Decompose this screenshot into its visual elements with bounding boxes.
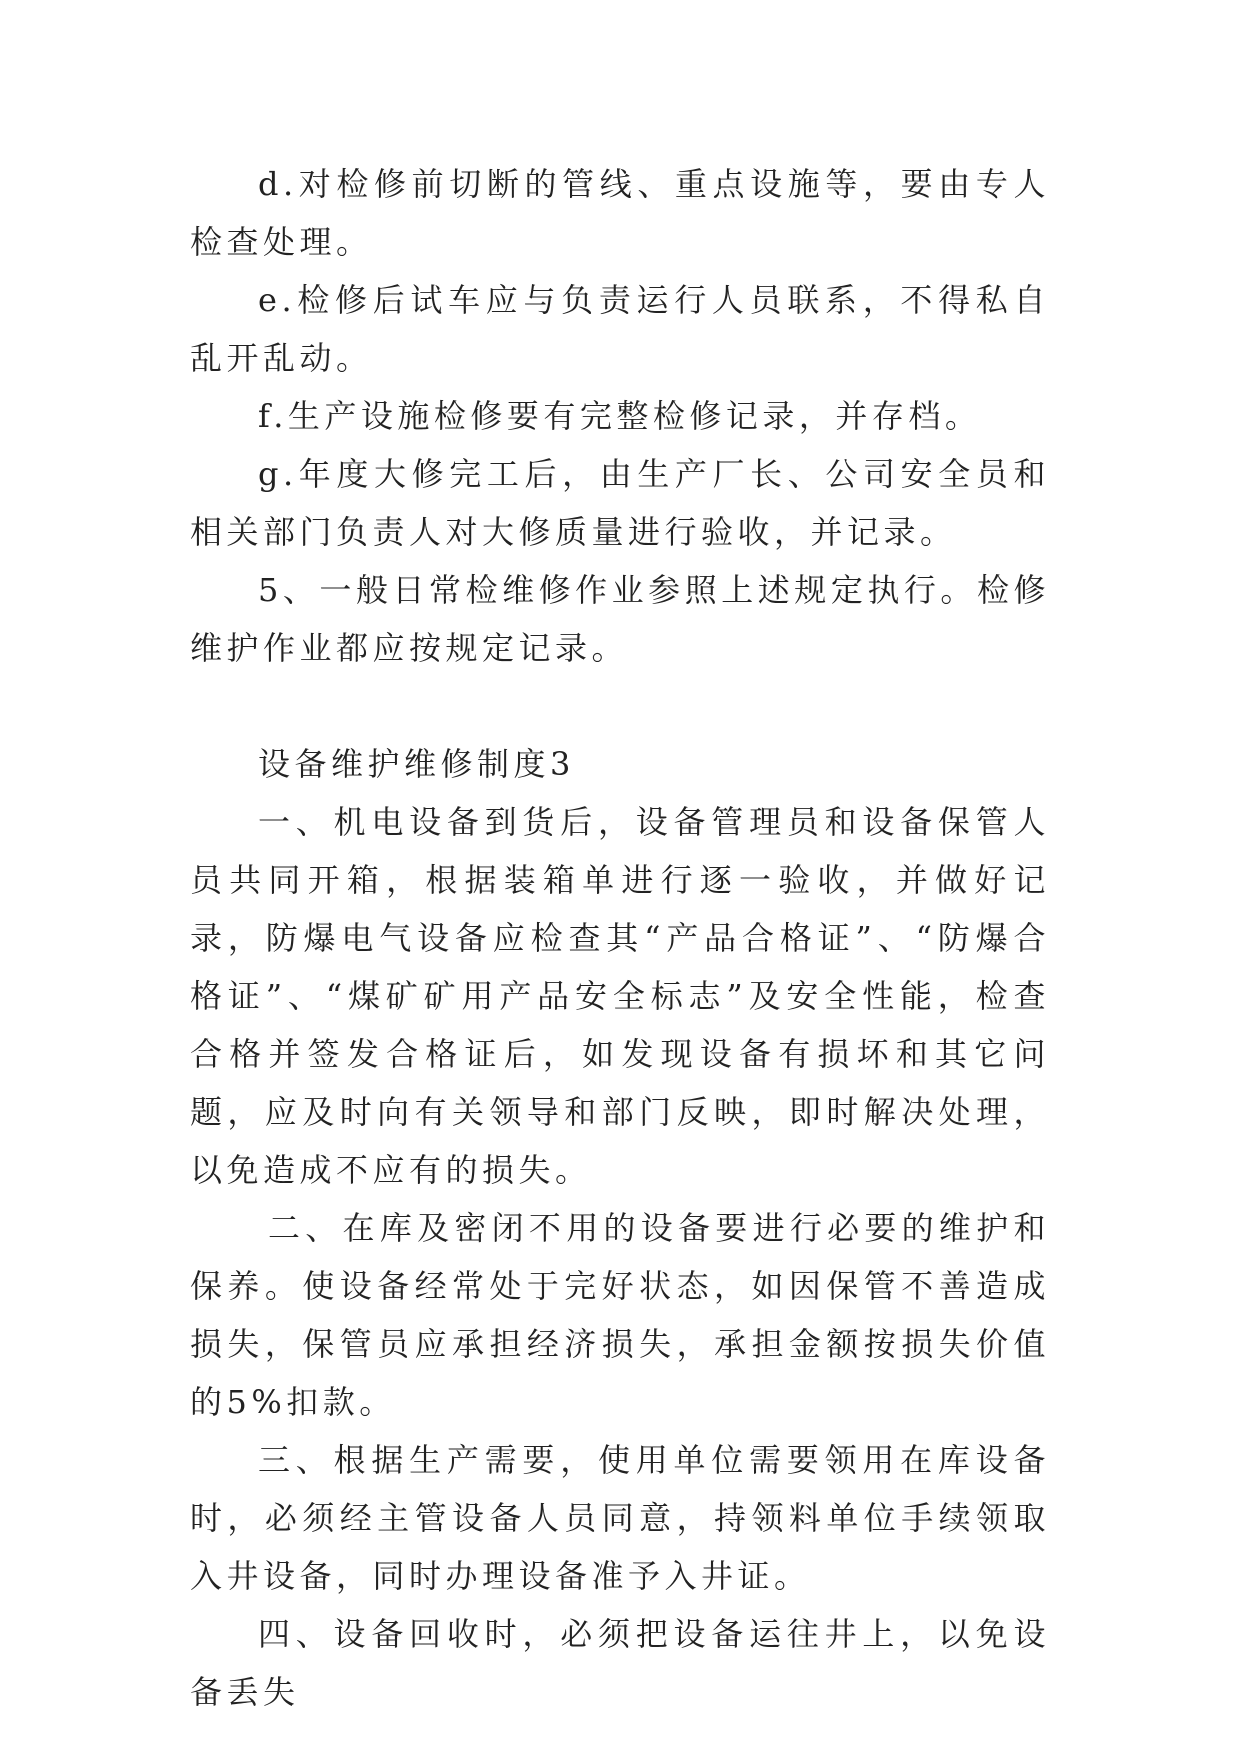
paragraph-two: 二、在库及密闭不用的设备要进行必要的维护和保养。使设备经常处于完好状态，如因保管不善造成损失，保管员应承担经济损失，承担金额按损失价值的5%扣款。 [190, 1209, 1050, 1421]
paragraph-four: 四、设备回收时，必须把设备运往井上，以免设备丢失 [190, 1615, 1050, 1711]
paragraph-d: d.对检修前切断的管线、重点设施等，要由专人检查处理。 [190, 165, 1050, 261]
section-title: 设备维护维修制度3 [258, 745, 575, 783]
paragraph-f: f.生产设施检修要有完整检修记录，并存档。 [258, 397, 982, 435]
document-body [190, 155, 1050, 1721]
paragraph-three: 三、根据生产需要，使用单位需要领用在库设备时，必须经主管设备人员同意，持领料单位手续领取入井设备，同时办理设备准予入井证。 [190, 1441, 1050, 1595]
paragraph-e: e.检修后试车应与负责运行人员联系，不得私自乱开乱动。 [190, 281, 1050, 377]
paragraph-one: 一、机电设备到货后，设备管理员和设备保管人员共同开箱，根据装箱单进行逐一验收，并做好记录，防爆电气设备应检查其“产品合格证”、“防爆合格证”、“煤矿矿用产品安全标志”及安全性能，检查合格并签发合格证后，如发现设备有损坏和其它问题，应及时向有关领导和部门反映，即时解决处理，以免造成不应有的损失。 [190, 803, 1050, 1189]
paragraph-g: g.年度大修完工后，由生产厂长、公司安全员和相关部门负责人对大修质量进行验收，并记录。 [190, 455, 1050, 551]
paragraph-5: 5、一般日常检维修作业参照上述规定执行。检修维护作业都应按规定记录。 [190, 571, 1050, 667]
